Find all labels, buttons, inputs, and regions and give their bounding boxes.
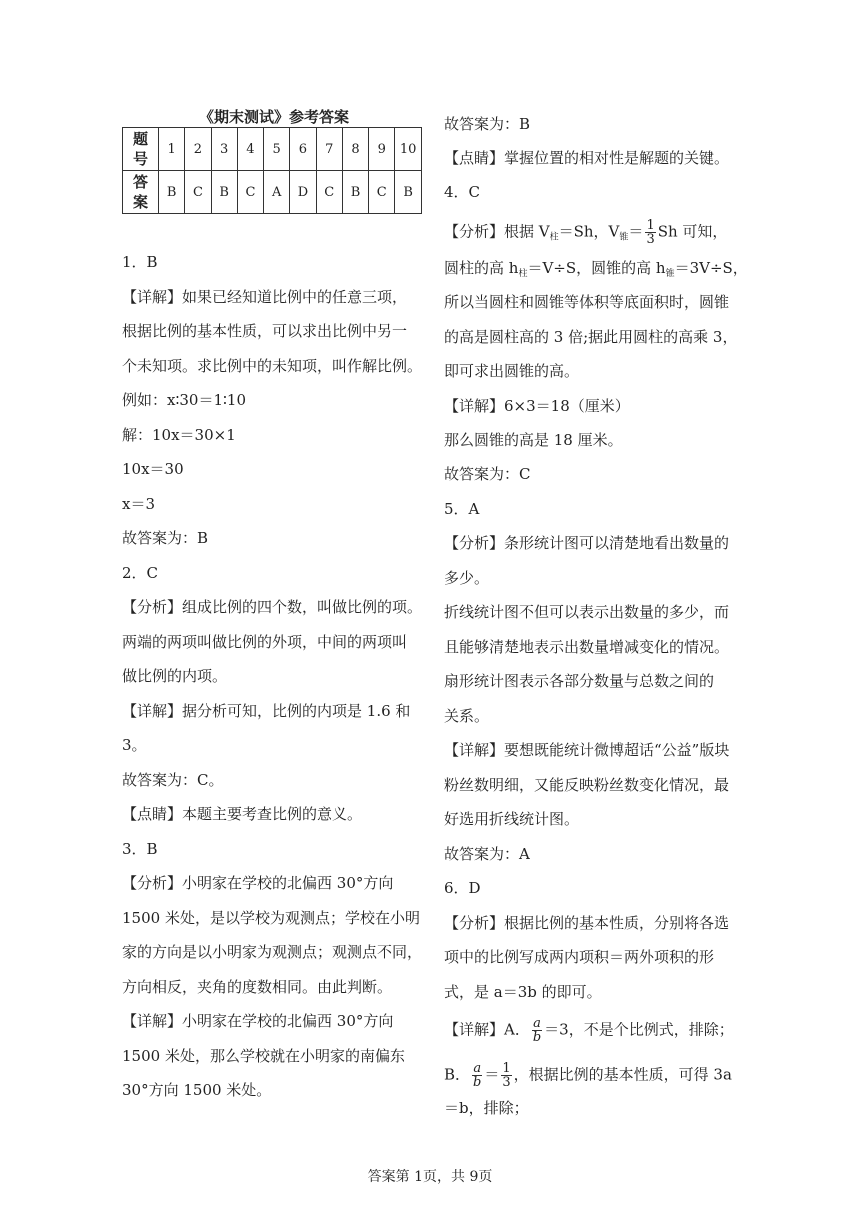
text-line: 1500 米处，是以学校为观测点；学校在小明: [122, 909, 420, 927]
table-cell: A: [264, 171, 290, 214]
text-line: 所以当圆柱和圆锥等体积等底面积时，圆锥: [444, 293, 730, 311]
text-line: 故答案为：C。: [122, 771, 224, 789]
table-cell: 2: [185, 128, 211, 171]
table-cell: 7: [316, 128, 342, 171]
text-line: 10x＝30: [122, 460, 184, 478]
formula-line: 【详解】A． $\frac{a}{b}$ ＝3，不是个比例式，排除；: [444, 1016, 734, 1045]
text-line: 5．A: [444, 500, 480, 518]
table-cell: B: [395, 171, 422, 214]
fraction: $\frac{1}{3}$: [646, 218, 655, 247]
table-cell: D: [290, 171, 316, 214]
table-cell: 10: [395, 128, 422, 171]
text-line: 例如：x∶30＝1∶10: [122, 391, 246, 409]
page-footer: 答案第 1页，共 9页: [367, 1169, 493, 1185]
table-cell: 1: [159, 128, 185, 171]
text-line: 【详解】据分析可知，比例的内项是 1.6 和: [122, 702, 411, 720]
text-line: 做比例的内项。: [122, 667, 228, 685]
text-line: 3．B: [122, 840, 158, 858]
formula-line: B． $\frac{a}{b}$ ＝ $\frac{1}{3}$ ，根据比例的基本性质，可得 3a: [444, 1061, 732, 1090]
text-line: 两端的两项叫做比例的外项，中间的两项叫: [122, 633, 408, 651]
text-line: 方向相反，夹角的度数相同。由此判断。: [122, 978, 393, 996]
text-line: ＝b，排除；: [444, 1099, 529, 1117]
table-cell: 4: [237, 128, 263, 171]
text-line: 2．C: [122, 564, 159, 582]
text-line: 折线统计图不但可以表示出数量的多少，而: [444, 603, 730, 621]
table-cell: B: [342, 171, 368, 214]
text-line: 6．D: [444, 879, 481, 897]
text-line: 那么圆锥的高是 18 厘米。: [444, 431, 623, 449]
table-cell: B: [159, 171, 185, 214]
fraction: $\frac{1}{3}$: [502, 1061, 511, 1090]
text-line: 项中的比例写成两内项积＝两外项积的形: [444, 948, 715, 966]
text-line: 1．B: [122, 253, 158, 271]
table-cell: 6: [290, 128, 316, 171]
table-cell: 5: [264, 128, 290, 171]
text-line: 【分析】根据比例的基本性质，分别将各选: [444, 914, 730, 932]
text-line: 好选用折线统计图。: [444, 810, 580, 828]
text-line: 个未知项。求比例中的未知项，叫作解比例。: [122, 357, 423, 375]
text-line: 家的方向是以小明家为观测点；观测点不同，: [122, 943, 423, 961]
table-cell: 8: [342, 128, 368, 171]
text-line: 【分析】条形统计图可以清楚地看出数量的: [444, 534, 730, 552]
text-line: 【点睛】本题主要考查比例的意义。: [122, 805, 363, 823]
text-line: 关系。: [444, 707, 490, 725]
text-line: 【点睛】掌握位置的相对性是解题的关键。: [444, 149, 730, 167]
formula-line: 【分析】根据 $V_柱=Sh$，$V_锥=$ $\frac{1}{3}$ Sh 可知，: [444, 218, 728, 247]
text-line: 【详解】要想既能统计微博超话“公益”版块: [444, 741, 730, 759]
text-line: 故答案为：C: [444, 465, 531, 483]
table-cell: C: [316, 171, 342, 214]
formula-line: 圆柱的高 $h_柱=V\div S$，圆锥的高 $h_锥=3V\div S$，: [444, 259, 748, 279]
text-line: 故答案为：B: [444, 115, 531, 133]
row-header-answer: 答 案: [123, 171, 159, 214]
page-title: 《期末测试》参考答案: [198, 108, 349, 126]
text-line: 即可求出圆锥的高。: [444, 362, 580, 380]
text-line: x＝3: [122, 495, 156, 513]
table-row: [123, 128, 422, 171]
text-line: 【详解】如果已经知道比例中的任意三项，: [122, 288, 408, 306]
text-line: 30°方向 1500 米处。: [122, 1081, 272, 1099]
text-line: 扇形统计图表示各部分数量与总数之间的: [444, 672, 715, 690]
text-line: 的高是圆柱高的 3 倍;据此用圆柱的高乘 3，: [444, 328, 738, 346]
table-cell: 3: [211, 128, 237, 171]
text-line: 1500 米处，那么学校就在小明家的南偏东: [122, 1047, 405, 1065]
text-line: 多少。: [444, 569, 490, 587]
text-line: 解：10x＝30×1: [122, 426, 236, 444]
text-line: 3。: [122, 736, 147, 754]
text-line: 故答案为：B: [122, 529, 209, 547]
text-line: 【分析】组成比例的四个数，叫做比例的项。: [122, 598, 423, 616]
table-cell: C: [185, 171, 211, 214]
table-row: [123, 171, 422, 214]
text-line: 粉丝数明细，又能反映粉丝数变化情况，最: [444, 776, 730, 794]
text-line: 【分析】小明家在学校的北偏西 30°方向: [122, 874, 394, 892]
text-line: 4．C: [444, 183, 481, 201]
table-cell: B: [211, 171, 237, 214]
text-line: 且能够清楚地表示出数量增减变化的情况。: [444, 638, 730, 656]
row-header-number: 题 号: [123, 128, 159, 171]
text-line: 【详解】小明家在学校的北偏西 30°方向: [122, 1012, 394, 1030]
text-line: 故答案为：A: [444, 845, 530, 863]
fraction: $\frac{a}{b}$: [532, 1016, 542, 1045]
text-line: 根据比例的基本性质，可以求出比例中另一: [122, 322, 408, 340]
text-line: 【详解】6×3＝18（厘米）: [444, 397, 630, 415]
table-cell: 9: [369, 128, 395, 171]
answer-table: [122, 127, 422, 214]
table-cell: C: [369, 171, 395, 214]
text-line: 式，是 a＝3b 的即可。: [444, 983, 602, 1001]
fraction: $\frac{a}{b}$: [473, 1061, 482, 1090]
table-cell: C: [237, 171, 263, 214]
